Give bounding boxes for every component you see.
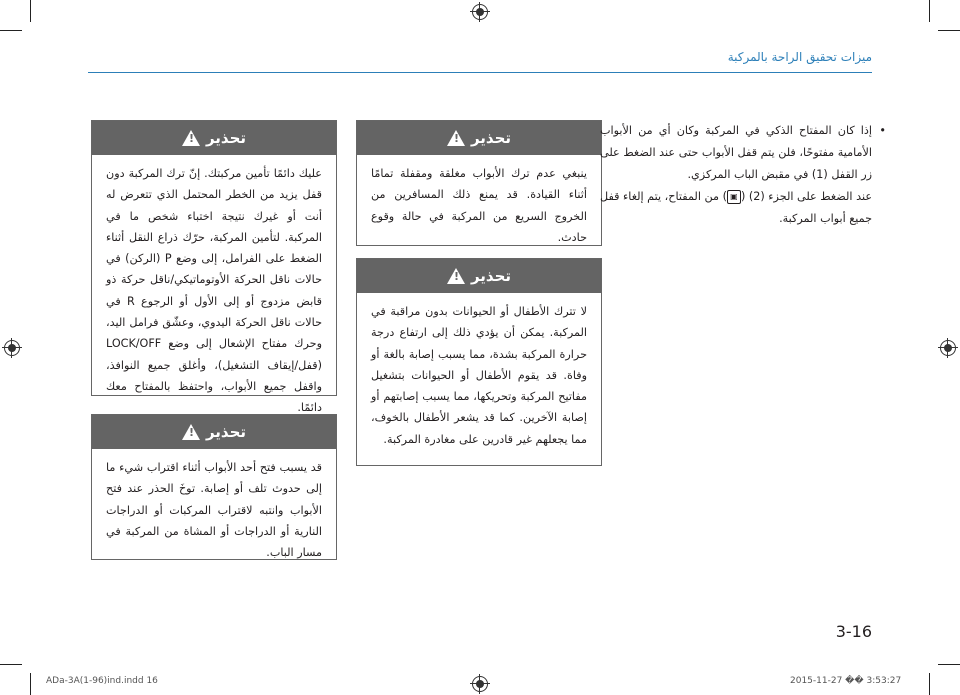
crop-mark xyxy=(30,673,31,695)
warning-text: قد يسبب فتح أحد الأبواب أثناء اقتراب شيء ما إلى حدوث تلف أو إصابة. توخَ الحذر عند فتح الأبواب وانتبه لاقتراب المركبات أو الدراجات النارية أو الدراجات أو المشاة من المركبة في مسار الباب. xyxy=(106,461,322,560)
header-divider xyxy=(88,72,872,73)
registration-mark-top xyxy=(472,4,488,20)
crop-mark xyxy=(929,0,930,22)
warning-text: لا تترك الأطفال أو الحيوانات بدون مراقبة في المركبة. يمكن أن يؤدي ذلك إلى ارتفاع درجة حرارة المركبة بشدة، مما يسبب إصابة بالغة أو وفاة. قد يقوم الأطفال أو الحيوانات بتشغيل مفاتيح المركبة وتحريكها، مما يسبب إصابتهم أو إصابة الآخرين. كما قد يشعر الأطفال بالخوف، مما يجعلهم غير قادرين على مغادرة المركبة. xyxy=(371,305,587,446)
registration-mark-right xyxy=(940,340,956,356)
warning-box-door-opening xyxy=(91,414,337,560)
warning-box-secure-vehicle xyxy=(91,120,337,415)
crop-mark xyxy=(0,664,22,665)
warning-header xyxy=(92,415,336,449)
page-number: 3-16 xyxy=(835,622,872,641)
warning-triangle-icon: ! xyxy=(182,130,200,146)
warning-header xyxy=(357,121,601,155)
registration-mark-bottom xyxy=(472,676,488,692)
lock-text-end: ) من المفتاح، يتم إلغاء قفل جميع أبواب المركبة. xyxy=(600,190,872,225)
section-header-title: ميزات تحقيق الراحة بالمركبة xyxy=(727,50,872,64)
warning-box-children-pets xyxy=(356,258,602,466)
crop-mark xyxy=(938,664,960,665)
crop-mark xyxy=(929,673,930,695)
warning-header xyxy=(357,259,601,293)
registration-mark-left xyxy=(4,340,20,356)
lock-text-start: عند الضغط على الجزء (2) ( xyxy=(740,190,872,203)
crop-mark xyxy=(30,0,31,22)
warning-heading: تحذير xyxy=(470,129,512,147)
warning-box-locked-doors xyxy=(356,120,602,246)
main-text xyxy=(600,120,886,230)
warning-triangle-icon: ! xyxy=(447,130,465,146)
lock-paragraph xyxy=(600,186,872,230)
crop-mark xyxy=(0,30,22,31)
warning-text: ينبغي عدم ترك الأبواب مغلقة ومقفلة تمامًا أثناء القيادة. قد يمنع ذلك المسافرين من الخروج السريع من المركبة في حالة وقوع حادث. xyxy=(371,167,587,244)
warning-triangle-icon: ! xyxy=(182,424,200,440)
warning-text: عليك دائمًا تأمين مركبتك. إنّ ترك المركبة دون قفل يزيد من الخطر المحتمل الذي تتعرض له أنت أو غيرك نتيجة اختباء شخص ما في المركبة. لتأمين المركبة، حرّك ذراع النقل أثناء الضغط على الفرامل، إلى وضع P (الركن) في حالات ناقل الحركة الأوتوماتيكي/ناقل حركة ذو قابض مزدوج أو إلى الأول أو الرجوع R في حالات ناقل الحركة اليدوي، وعشّق فرامل اليد، وحرك مفتاح الإشعال إلى وضع LOCK/OFF (قفل/إيقاف التشغيل)، وأغلق جميع النوافذ، واقفل جميع الأبواب، واحتفظ بالمفتاح معك دائمًا. xyxy=(106,167,323,415)
warning-triangle-icon: ! xyxy=(447,268,465,284)
warning-heading: تحذير xyxy=(470,267,512,285)
bullet-paragraph: إذا كان المفتاح الذكي في المركبة وكان أي من الأبواب الأمامية مفتوحًا، فلن يتم قفل الأبواب حتى عند الضغط على زر القفل (1) في مقبض الباب المركزي. xyxy=(600,124,872,181)
crop-mark xyxy=(938,30,960,31)
lock-icon: ▣ xyxy=(727,190,741,204)
warning-heading: تحذير xyxy=(205,423,247,441)
bullet: • xyxy=(879,124,886,137)
footer-file: ADa-3A(1-96)ind.indd 16 xyxy=(46,676,158,686)
warning-header xyxy=(92,121,336,155)
footer-date: 2015-11-27 �� 3:53:27 xyxy=(790,676,902,686)
warning-heading: تحذير xyxy=(205,129,247,147)
